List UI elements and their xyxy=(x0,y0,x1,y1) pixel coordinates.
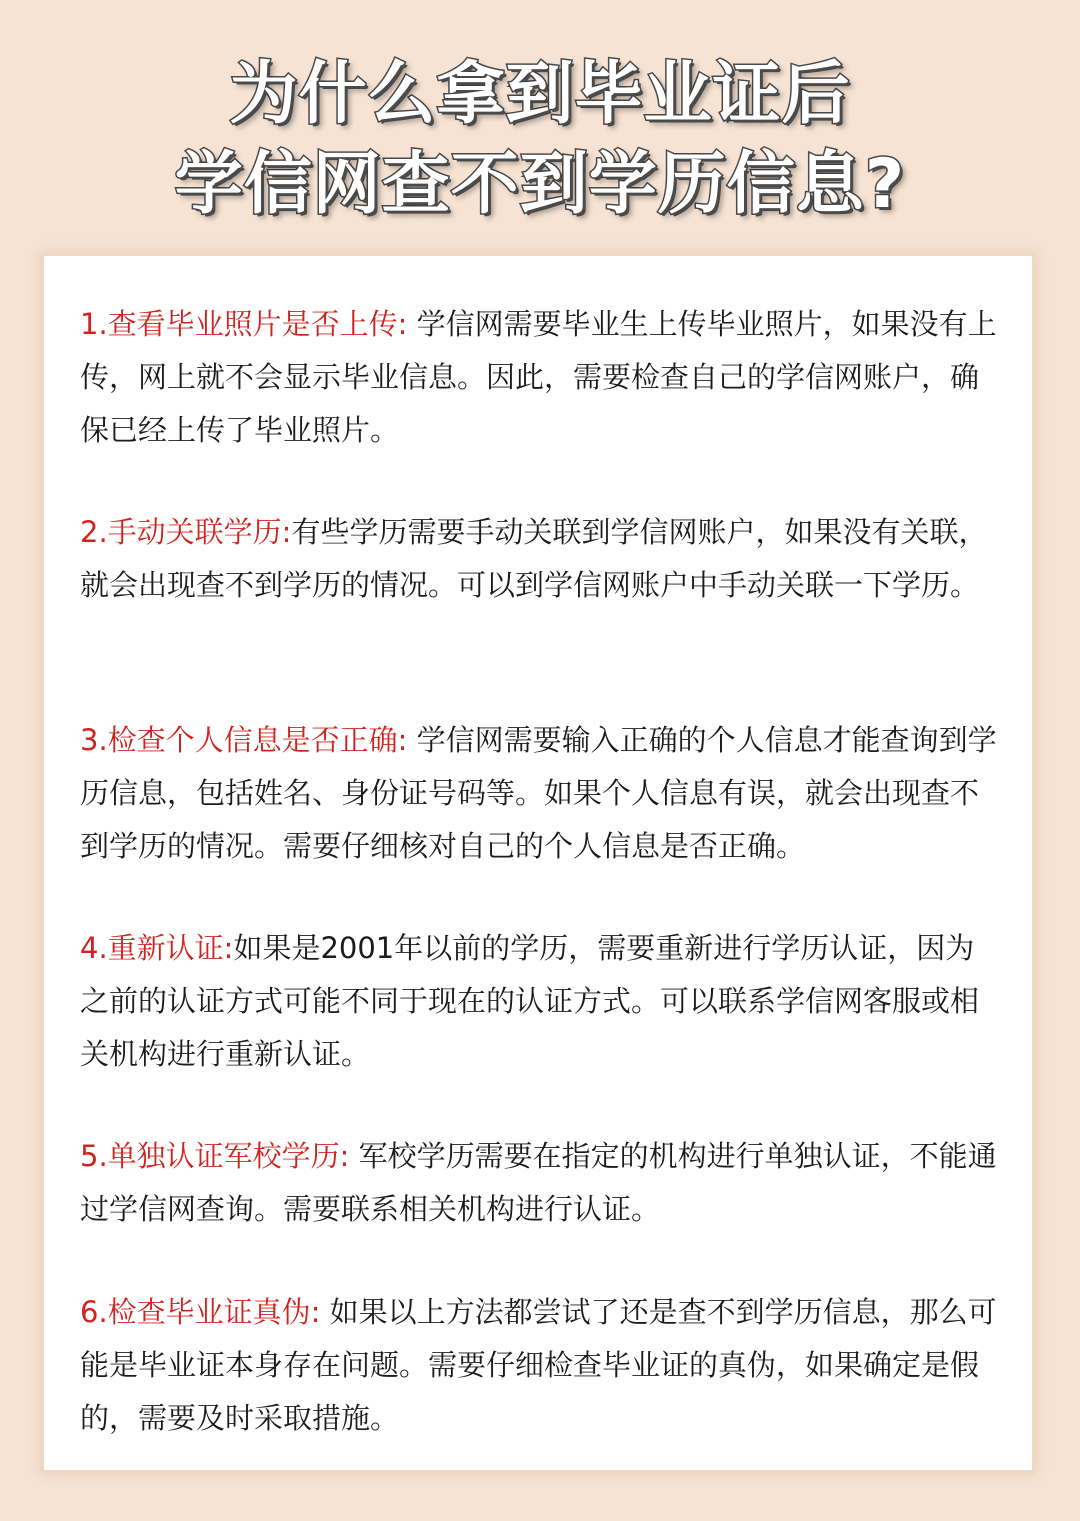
title-line-1: 为什么拿到毕业证后 xyxy=(229,55,851,134)
section-3-body: 学信网需要输入正确的个人信息才能查询到学历信息，包括姓名、身份证号码等。如果个人信息有误，就会出现查不到学历的情况。需要仔细核对自己的个人信息是否正确。 xyxy=(80,723,997,863)
section-5-heading: 5.单独认证军校学历: xyxy=(80,1139,350,1173)
content-card xyxy=(40,252,1036,1474)
section-2 xyxy=(80,506,1000,612)
section-3 xyxy=(80,714,1000,873)
section-2-body: 有些学历需要手动关联到学信网账户，如果没有关联，就会出现查不到学历的情况。可以到学信网账户中手动关联一下学历。 xyxy=(80,515,988,602)
section-5 xyxy=(80,1130,1000,1236)
section-6 xyxy=(80,1286,1000,1445)
section-5-body: 军校学历需要在指定的机构进行单独认证，不能通过学信网查询。需要联系相关机构进行认证。 xyxy=(80,1139,997,1226)
section-6-heading: 6.检查毕业证真伪: xyxy=(80,1295,321,1329)
page-title xyxy=(0,50,1080,230)
section-4 xyxy=(80,922,1000,1081)
section-1-body: 学信网需要毕业生上传毕业照片，如果没有上传，网上就不会显示毕业信息。因此，需要检查自己的学信网账户，确保已经上传了毕业照片。 xyxy=(80,307,997,447)
section-1 xyxy=(80,298,1000,457)
section-4-heading: 4.重新认证: xyxy=(80,931,234,965)
title-line-2: 学信网查不到学历信息? xyxy=(174,145,906,224)
section-3-heading: 3.检查个人信息是否正确: xyxy=(80,723,408,757)
section-4-body: 如果是2001年以前的学历，需要重新进行学历认证，因为之前的认证方式可能不同于现在的认证方式。可以联系学信网客服或相关机构进行重新认证。 xyxy=(80,931,980,1071)
section-1-heading: 1.查看毕业照片是否上传: xyxy=(80,307,408,341)
section-2-heading: 2.手动关联学历: xyxy=(80,515,292,549)
section-6-body: 如果以上方法都尝试了还是查不到学历信息，那么可能是毕业证本身存在问题。需要仔细检查毕业证的真伪，如果确定是假的，需要及时采取措施。 xyxy=(80,1295,997,1435)
